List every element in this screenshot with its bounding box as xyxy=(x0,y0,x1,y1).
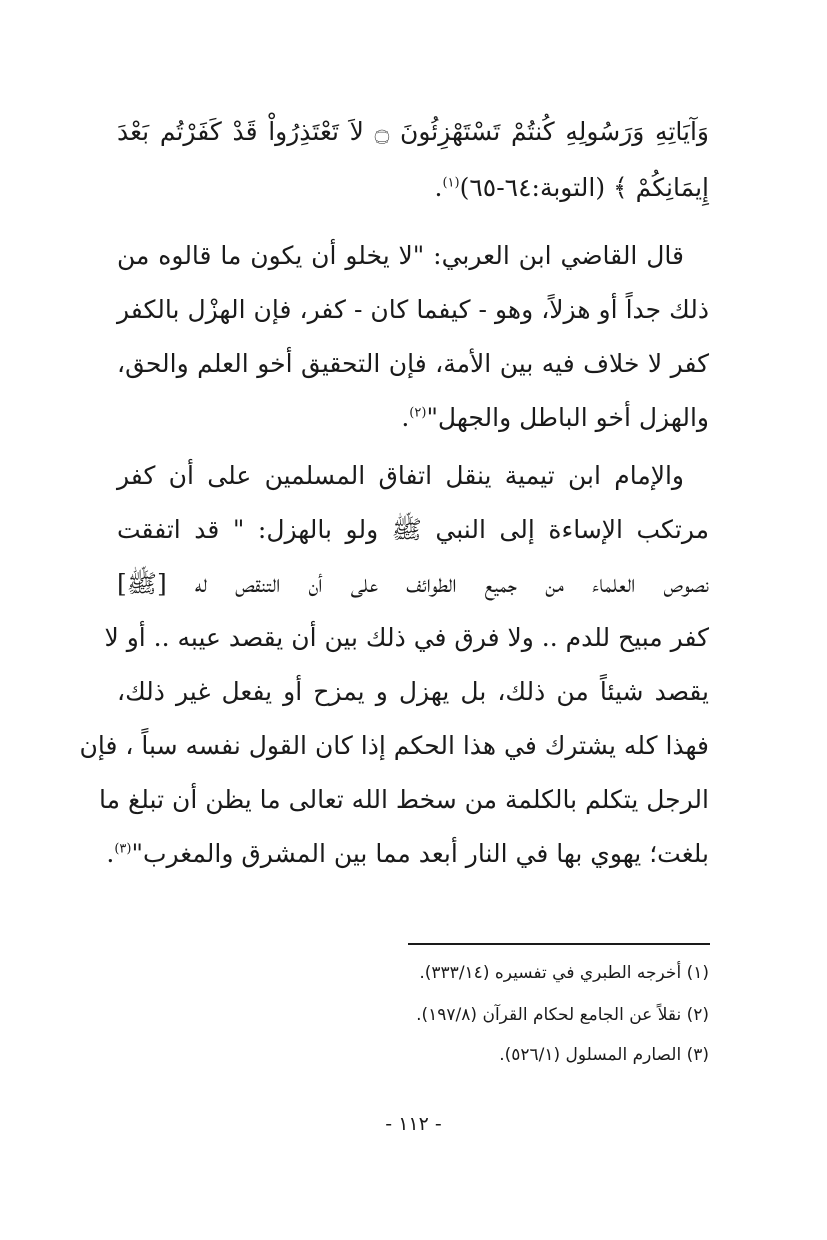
paragraph-2-line-2: مرتكب الإساءة إلى النبي ﷺ ولو بالهزل: " قد اتفقت xyxy=(117,515,709,544)
verse-line-2: إِيمَانِكُمْ ﴾ (التوبة:٦٤-٦٥)$^{(١)}$. xyxy=(434,173,709,202)
page-number: - ١١٢ - xyxy=(385,1113,442,1135)
paragraph-2-line-5: يقصد شيئاً من ذلك، بل يهزل و يمزح أو يفعل غير ذلك، xyxy=(117,677,709,706)
paragraph-2-line-8: بلغت؛ يهوي بها في النار أبعد مما بين المشرق والمغرب"$^{(٣)}$. xyxy=(106,839,709,868)
paragraph-1-line-3: كفر لا خلاف فيه بين الأمة، فإن التحقيق أخو العلم والحق، xyxy=(117,349,709,378)
paragraph-2-line-7: الرجل يتكلم بالكلمة من سخط الله تعالى ما يظن أن تبلغ ما xyxy=(99,785,709,814)
paragraph-1-line-1: قال القاضي ابن العربي: "لا يخلو أن يكون ما قالوه من xyxy=(117,241,684,270)
paragraph-2-line-4: كفر مبيح للدم .. ولا فرق في ذلك بين أن يقصد عيبه .. أو لا xyxy=(104,623,709,652)
footnote-separator xyxy=(408,943,710,945)
paragraph-1-line-4: والهزل أخو الباطل والجهل"$^{(٢)}$. xyxy=(401,403,709,432)
verse-line-1: وَآيَاتِهِ وَرَسُولِهِ كُنتُمْ تَسْتَهْزِئُونَ ۝ لاَ تَعْتَذِرُواْ قَدْ كَفَرْتُم بَعْدَ xyxy=(117,117,709,146)
paragraph-1-line-2: ذلك جداً أو هزلاً، وهو - كيفما كان - كفر، فإن الهزْل بالكفر xyxy=(117,295,709,324)
footnote-ref-2: (٢) xyxy=(409,405,427,421)
paragraph-2-line-1: والإمام ابن تيمية ينقل اتفاق المسلمين على أن كفر xyxy=(117,461,684,490)
paragraph-2-line-6: فهذا كله يشترك في هذا الحكم إذا كان القول نفسه سباً ، فإن xyxy=(79,731,709,760)
footnote-1: (١) أخرجه الطبري في تفسيره (٣٣٣/١٤). xyxy=(419,963,709,983)
footnote-2: (٢) نقلاً عن الجامع لحكام القرآن (١٩٧/٨). xyxy=(416,1005,709,1025)
footnote-ref-1: (١) xyxy=(442,175,460,191)
footnote-3: (٣) الصارم المسلول (٥٢٦/١). xyxy=(499,1045,709,1065)
paragraph-2-line-3: نصوص العلماء من جميع الطوائف على أن التنقص له [ﷺ] xyxy=(117,569,709,598)
footnote-ref-3: (٣) xyxy=(114,841,132,857)
